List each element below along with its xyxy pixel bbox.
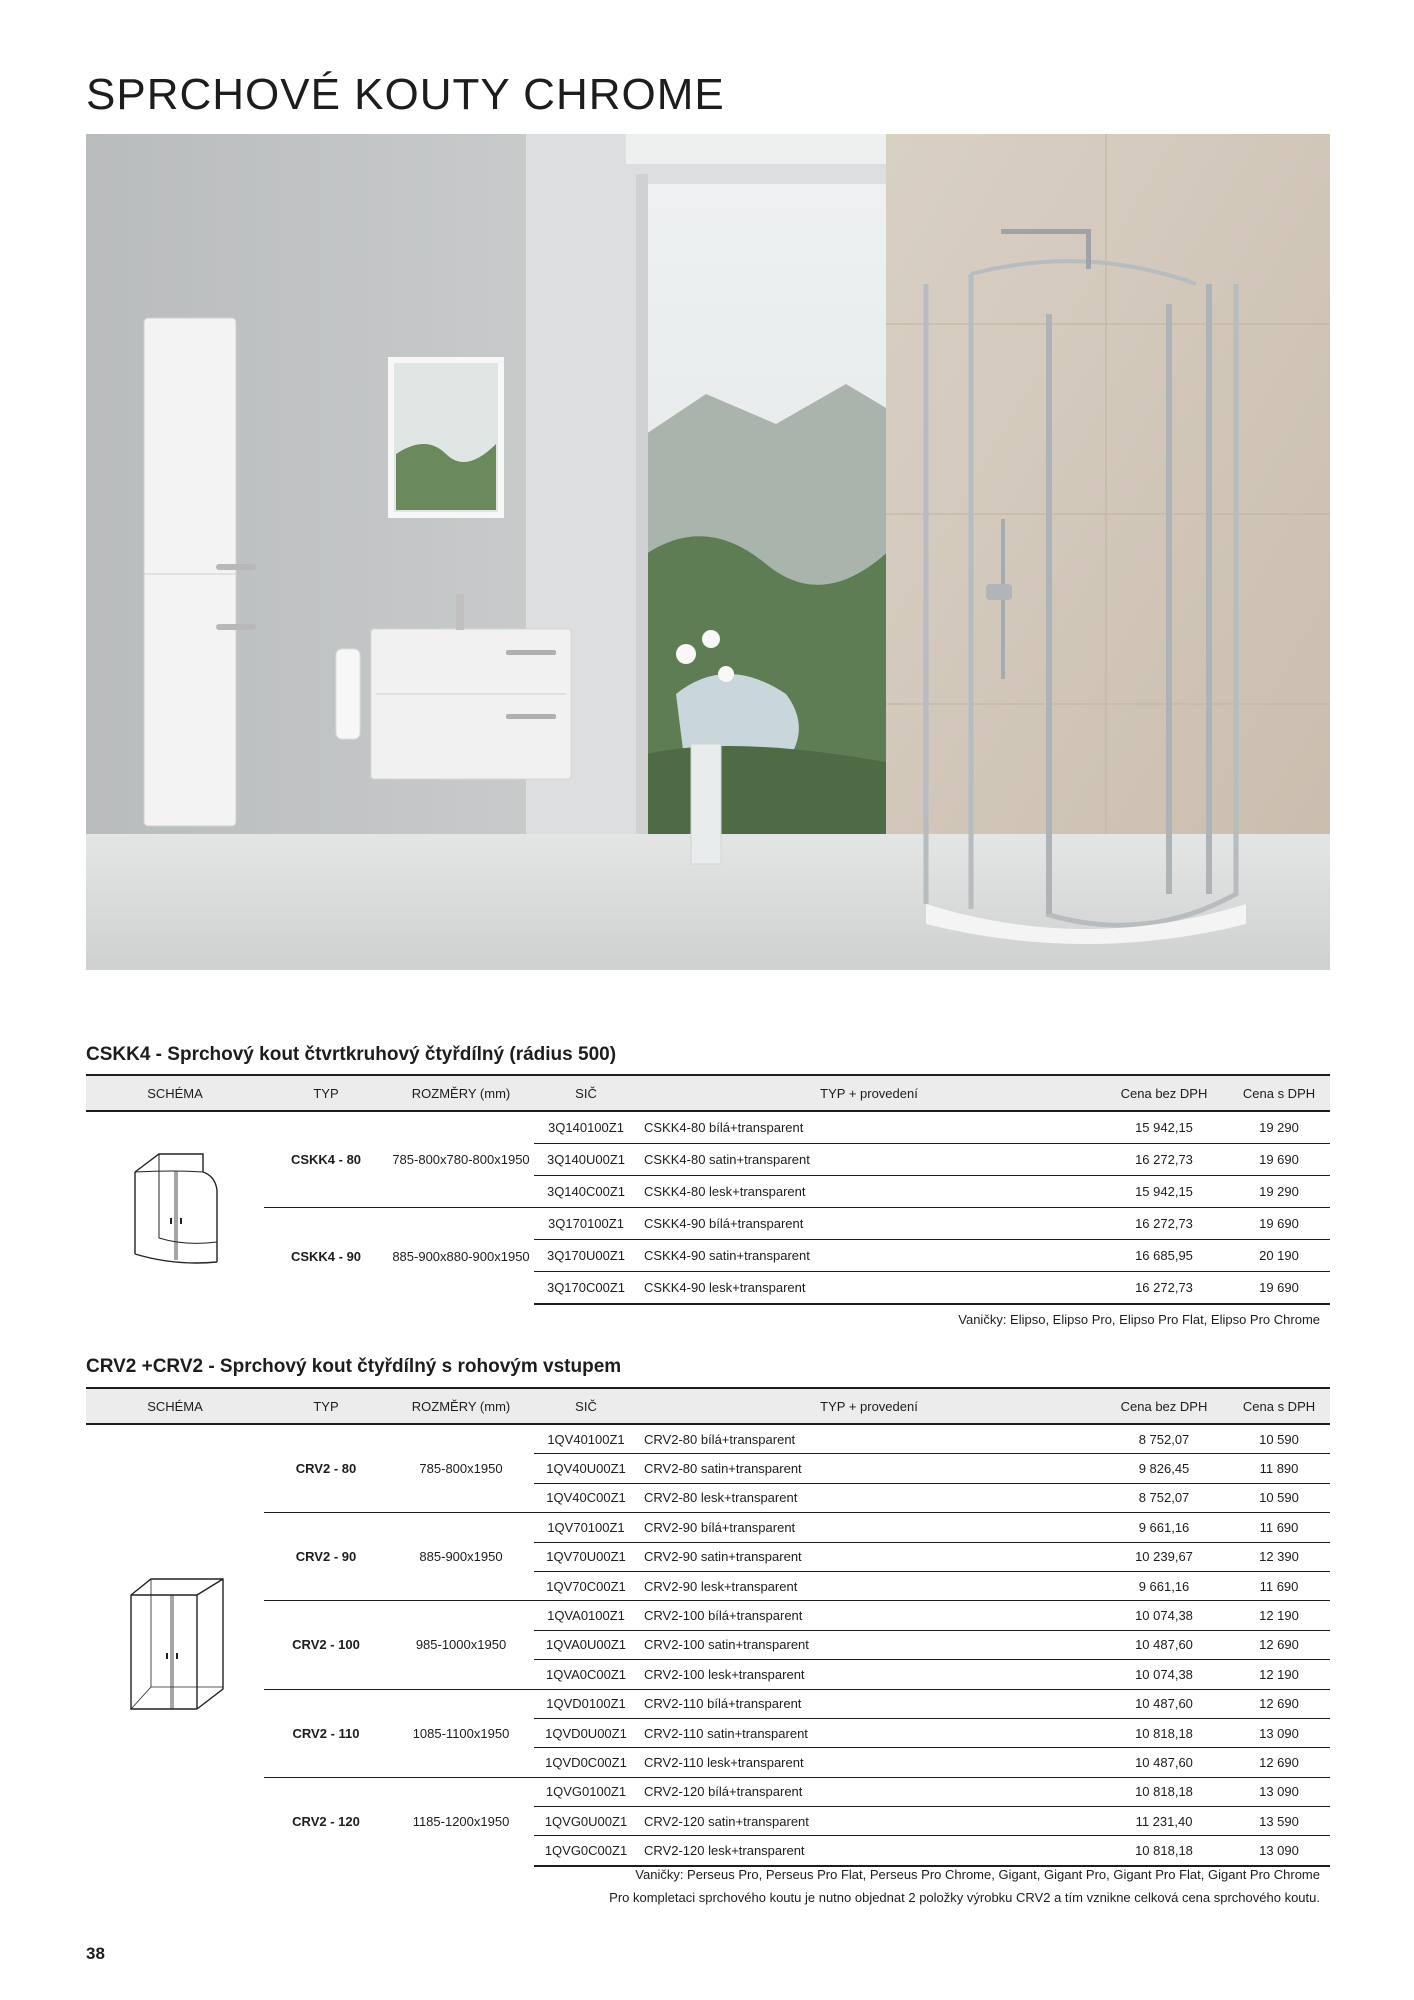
price-without-vat: 9 661,16 xyxy=(1100,1571,1228,1600)
price-without-vat: 10 487,60 xyxy=(1100,1630,1228,1659)
price-with-vat: 10 590 xyxy=(1228,1483,1330,1512)
typ-cell: CRV2-80 bílá+transparent xyxy=(638,1424,1100,1454)
price-with-vat: 11 690 xyxy=(1228,1571,1330,1600)
typ-cell: CRV2-90 lesk+transparent xyxy=(638,1571,1100,1600)
col-typ-provedeni: TYP + provedení xyxy=(638,1388,1100,1424)
typ-cell: CRV2-100 lesk+transparent xyxy=(638,1660,1100,1689)
page-number: 38 xyxy=(86,1944,105,1963)
price-without-vat: 10 818,18 xyxy=(1100,1718,1228,1747)
section2-title: CRV2 +CRV2 - Sprchový kout čtyřdílný s rohovým vstupem xyxy=(86,1356,622,1377)
typ-cell: CRV2-120 satin+transparent xyxy=(638,1807,1100,1836)
section1-note: Vaničky: Elipso, Elipso Pro, Elipso Pro Flat, Elipso Pro Chrome xyxy=(958,1312,1320,1327)
price-without-vat: 8 752,07 xyxy=(1100,1424,1228,1454)
col-schema: SCHÉMA xyxy=(86,1388,264,1424)
col-cena-bez-dph: Cena bez DPH xyxy=(1100,1388,1228,1424)
price-with-vat: 19 690 xyxy=(1228,1144,1330,1176)
col-typ: TYP xyxy=(264,1388,388,1424)
typ-cell: CRV2-110 bílá+transparent xyxy=(638,1689,1100,1718)
table-row xyxy=(86,1689,1330,1718)
price-without-vat: 16 272,73 xyxy=(1100,1272,1228,1305)
model-cell: CRV2 - 90 xyxy=(264,1513,388,1601)
square-shower-schema-icon xyxy=(115,1569,235,1719)
sic-cell: 1QVG0100Z1 xyxy=(534,1777,638,1806)
table-row xyxy=(86,1111,1330,1144)
col-cena-s-dph: Cena s DPH xyxy=(1228,1075,1330,1111)
model-cell: CSKK4 - 90 xyxy=(264,1208,388,1305)
typ-cell: CSKK4-80 satin+transparent xyxy=(638,1144,1100,1176)
price-with-vat: 10 590 xyxy=(1228,1424,1330,1454)
model-cell: CRV2 - 80 xyxy=(295,1461,357,1477)
price-with-vat: 12 690 xyxy=(1228,1748,1330,1777)
dims-cell: 785-800x1950 xyxy=(419,1461,503,1477)
table-header-row xyxy=(86,1388,1330,1424)
price-without-vat: 11 231,40 xyxy=(1100,1807,1228,1836)
sic-cell: 3Q140100Z1 xyxy=(534,1111,638,1144)
typ-cell: CSKK4-90 satin+transparent xyxy=(638,1240,1100,1272)
dims-cell: 1085-1100x1950 xyxy=(388,1689,534,1777)
price-without-vat: 16 272,73 xyxy=(1100,1144,1228,1176)
price-without-vat: 9 826,45 xyxy=(1100,1454,1228,1483)
quarter-round-shower-schema-icon xyxy=(115,1142,235,1272)
sic-cell: 1QV40100Z1 xyxy=(534,1424,638,1454)
sic-cell: 1QVD0U00Z1 xyxy=(534,1718,638,1747)
sic-cell: 3Q170100Z1 xyxy=(534,1208,638,1240)
dims-cell: 985-1000x1950 xyxy=(388,1601,534,1689)
typ-cell: CSKK4-90 lesk+transparent xyxy=(638,1272,1100,1305)
price-with-vat: 19 290 xyxy=(1228,1111,1330,1144)
section2-table xyxy=(86,1387,1330,1867)
sic-cell: 1QVG0U00Z1 xyxy=(534,1807,638,1836)
price-with-vat: 19 690 xyxy=(1228,1208,1330,1240)
col-typ-provedeni: TYP + provedení xyxy=(638,1075,1100,1111)
section1-title: CSKK4 - Sprchový kout čtvrtkruhový čtyřdílný (rádius 500) xyxy=(86,1044,617,1065)
dims-cell: 885-900x1950 xyxy=(388,1513,534,1601)
schema-cell xyxy=(86,1424,264,1866)
page-title: SPRCHOVÉ KOUTY CHROME xyxy=(86,70,725,119)
typ-cell: CSKK4-80 bílá+transparent xyxy=(638,1111,1100,1144)
price-without-vat: 16 272,73 xyxy=(1100,1208,1228,1240)
sic-cell: 3Q170C00Z1 xyxy=(534,1272,638,1305)
price-without-vat: 9 661,16 xyxy=(1100,1513,1228,1542)
table-row xyxy=(86,1777,1330,1806)
section2-note: Vaničky: Perseus Pro, Perseus Pro Flat, Perseus Pro Chrome, Gigant, Gigant Pro, Gigant Pro Flat, Gigant Pro Chrome xyxy=(635,1867,1320,1882)
table-row xyxy=(86,1513,1330,1542)
sic-cell: 3Q140U00Z1 xyxy=(534,1144,638,1176)
col-sic: SIČ xyxy=(534,1075,638,1111)
sic-cell: 1QV70U00Z1 xyxy=(534,1542,638,1571)
price-without-vat: 10 074,38 xyxy=(1100,1601,1228,1630)
typ-cell: CRV2-120 lesk+transparent xyxy=(638,1836,1100,1866)
table-row xyxy=(86,1601,1330,1630)
price-without-vat: 8 752,07 xyxy=(1100,1483,1228,1512)
sic-cell: 1QV40U00Z1 xyxy=(534,1454,638,1483)
sic-cell: 1QVA0U00Z1 xyxy=(534,1630,638,1659)
price-with-vat: 20 190 xyxy=(1228,1240,1330,1272)
col-typ: TYP xyxy=(264,1075,388,1111)
model-cell: CSKK4 - 80 xyxy=(290,1152,362,1167)
price-without-vat: 10 487,60 xyxy=(1100,1689,1228,1718)
typ-cell: CRV2-110 satin+transparent xyxy=(638,1718,1100,1747)
typ-cell: CSKK4-80 lesk+transparent xyxy=(638,1176,1100,1208)
price-without-vat: 15 942,15 xyxy=(1100,1176,1228,1208)
price-with-vat: 12 690 xyxy=(1228,1630,1330,1659)
dims-cell: 885-900x880-900x1950 xyxy=(388,1208,534,1305)
dims-cell: 1185-1200x1950 xyxy=(388,1777,534,1866)
typ-cell: CRV2-80 lesk+transparent xyxy=(638,1483,1100,1512)
price-with-vat: 12 690 xyxy=(1228,1689,1330,1718)
section2-note2: Pro kompletaci sprchového koutu je nutno objednat 2 položky výrobku CRV2 a tím vznikne celková cena sprchového koutu. xyxy=(609,1890,1320,1905)
table-row xyxy=(86,1424,1330,1454)
col-schema: SCHÉMA xyxy=(86,1075,264,1111)
price-with-vat: 19 290 xyxy=(1228,1176,1330,1208)
col-rozmery: ROZMĚRY (mm) xyxy=(388,1075,534,1111)
typ-cell: CRV2-100 bílá+transparent xyxy=(638,1601,1100,1630)
price-with-vat: 12 190 xyxy=(1228,1660,1330,1689)
price-with-vat: 13 090 xyxy=(1228,1777,1330,1806)
price-with-vat: 19 690 xyxy=(1228,1272,1330,1305)
col-cena-s-dph: Cena s DPH xyxy=(1228,1388,1330,1424)
typ-cell: CRV2-90 bílá+transparent xyxy=(638,1513,1100,1542)
price-with-vat: 13 590 xyxy=(1228,1807,1330,1836)
sic-cell: 1QVA0100Z1 xyxy=(534,1601,638,1630)
price-with-vat: 12 390 xyxy=(1228,1542,1330,1571)
section1-table xyxy=(86,1074,1330,1305)
price-without-vat: 16 685,95 xyxy=(1100,1240,1228,1272)
sic-cell: 1QVA0C00Z1 xyxy=(534,1660,638,1689)
model-cell: CRV2 - 110 xyxy=(264,1689,388,1777)
price-without-vat: 10 818,18 xyxy=(1100,1777,1228,1806)
price-without-vat: 10 818,18 xyxy=(1100,1836,1228,1866)
table-row xyxy=(86,1208,1330,1240)
col-cena-bez-dph: Cena bez DPH xyxy=(1100,1075,1228,1111)
sic-cell: 3Q170U00Z1 xyxy=(534,1240,638,1272)
price-with-vat: 13 090 xyxy=(1228,1836,1330,1866)
col-sic: SIČ xyxy=(534,1388,638,1424)
sic-cell: 1QVG0C00Z1 xyxy=(534,1836,638,1866)
sic-cell: 1QV70100Z1 xyxy=(534,1513,638,1542)
sic-cell: 1QVD0100Z1 xyxy=(534,1689,638,1718)
price-without-vat: 10 239,67 xyxy=(1100,1542,1228,1571)
col-rozmery: ROZMĚRY (mm) xyxy=(388,1388,534,1424)
typ-cell: CRV2-110 lesk+transparent xyxy=(638,1748,1100,1777)
bathroom-photo-icon xyxy=(86,134,1330,970)
price-with-vat: 11 890 xyxy=(1228,1454,1330,1483)
sic-cell: 1QV40C00Z1 xyxy=(534,1483,638,1512)
typ-cell: CSKK4-90 bílá+transparent xyxy=(638,1208,1100,1240)
schema-cell xyxy=(86,1111,264,1304)
table-header-row xyxy=(86,1075,1330,1111)
bathroom-photo xyxy=(86,134,1330,970)
model-cell: CRV2 - 100 xyxy=(264,1601,388,1689)
model-cell: CRV2 - 120 xyxy=(264,1777,388,1866)
dims-cell: 785-800x780-800x1950 xyxy=(392,1152,530,1167)
sic-cell: 1QV70C00Z1 xyxy=(534,1571,638,1600)
price-with-vat: 12 190 xyxy=(1228,1601,1330,1630)
typ-cell: CRV2-120 bílá+transparent xyxy=(638,1777,1100,1806)
price-without-vat: 10 074,38 xyxy=(1100,1660,1228,1689)
sic-cell: 3Q140C00Z1 xyxy=(534,1176,638,1208)
price-with-vat: 13 090 xyxy=(1228,1718,1330,1747)
typ-cell: CRV2-80 satin+transparent xyxy=(638,1454,1100,1483)
price-without-vat: 10 487,60 xyxy=(1100,1748,1228,1777)
sic-cell: 1QVD0C00Z1 xyxy=(534,1748,638,1777)
typ-cell: CRV2-90 satin+transparent xyxy=(638,1542,1100,1571)
typ-cell: CRV2-100 satin+transparent xyxy=(638,1630,1100,1659)
price-with-vat: 11 690 xyxy=(1228,1513,1330,1542)
price-without-vat: 15 942,15 xyxy=(1100,1111,1228,1144)
